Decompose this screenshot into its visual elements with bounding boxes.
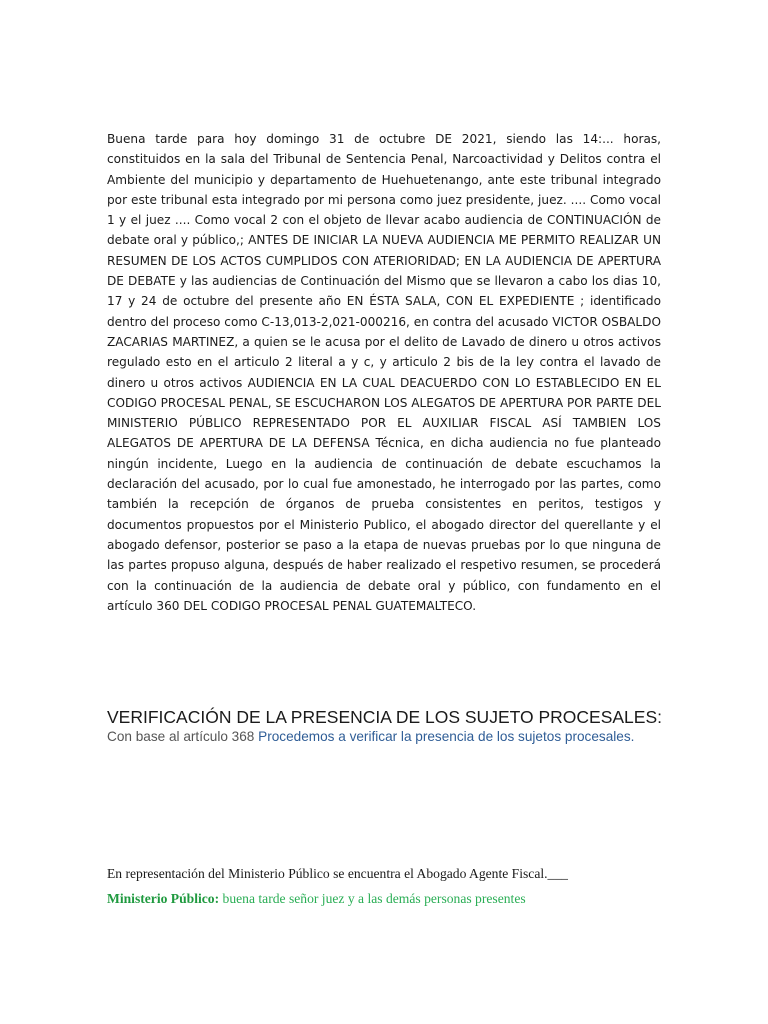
verification-heading: VERIFICACIÓN DE LA PRESENCIA DE LOS SUJETO PROCESALES: bbox=[107, 707, 662, 727]
verification-body: Procedemos a verificar la presencia de los sujetos procesales. bbox=[258, 729, 635, 744]
ministerio-publico-line bbox=[107, 891, 667, 907]
representation-line: En representación del Ministerio Público se encuentra el Abogado Agente Fiscal.___ bbox=[107, 866, 568, 881]
ministerio-publico-label: Ministerio Público: bbox=[107, 891, 220, 906]
opening-paragraph: Buena tarde para hoy domingo 31 de octubre DE 2021, siendo las 14:... horas, constituidos en la sala del Tribunal de Sentencia Penal, Narcoactividad y Delitos contra el Ambiente del municipio y departamento de Huehuetenango, ante este tribunal integrado por este tribunal esta integrado por mi persona como juez presidente, juez. .... Como vocal 1 y el juez .... Como vocal 2 con el objeto de llevar acabo audiencia de CONTINUACIÓN de debate oral y público,; ANTES DE INICIAR LA NUEVA AUDIENCIA ME PERMITO REALIZAR UN RESUMEN DE LOS ACTOS CUMPLIDOS CON ATERIORIDAD; EN LA AUDIENCIA DE APERTURA DE DEBATE y las audiencias de Continuación del Mismo que se llevaron a cabo los dias 10, 17 y 24 de octubre del presente año EN ÉSTA SALA, CON EL EXPEDIENTE ; identificado dentro del proceso como C-13,013-2,021-000216, en contra del acusado VICTOR OSBALDO ZACARIAS MARTINEZ, a quien se le acusa por el delito de Lavado de dinero u otros activos regulado esto en el articulo 2 literal a y c, y articulo 2 bis de la ley contra el lavado de dinero u otros activos AUDIENCIA EN LA CUAL DEACUERDO CON LO ESTABLECIDO EN EL CODIGO PROCESAL PENAL, SE ESCUCHARON LOS ALEGATOS DE APERTURA POR PARTE DEL MINISTERIO PÚBLICO REPRESENTADO POR EL AUXILIAR FISCAL ASÍ TAMBIEN LOS ALEGATOS DE APERTURA DE LA DEFENSA Técnica, en dicha audiencia no fue planteado ningún incidente, Luego en la audiencia de continuación de debate escuchamos la declaración del acusado, por lo cual fue amonestado, he interrogado por las partes, como también la recepción de órganos de prueba consistentes en peritos, testigos y documentos propuestos por el Ministerio Publico, el abogado director del querellante y el abogado defensor, posterior se paso a la etapa de nuevas pruebas por lo que ninguna de las partes propuso alguna, después de haber realizado el respetivo resumen, se procederá con la continuación de la audiencia de debate oral y público, con fundamento en el artículo 360 DEL CODIGO PROCESAL PENAL GUATEMALTECO. bbox=[107, 132, 661, 613]
verification-section bbox=[107, 706, 667, 746]
ministerio-publico-text: buena tarde señor juez y a las demás personas presentes bbox=[219, 891, 526, 906]
verification-lead: Con base al artículo 368 bbox=[107, 729, 259, 744]
